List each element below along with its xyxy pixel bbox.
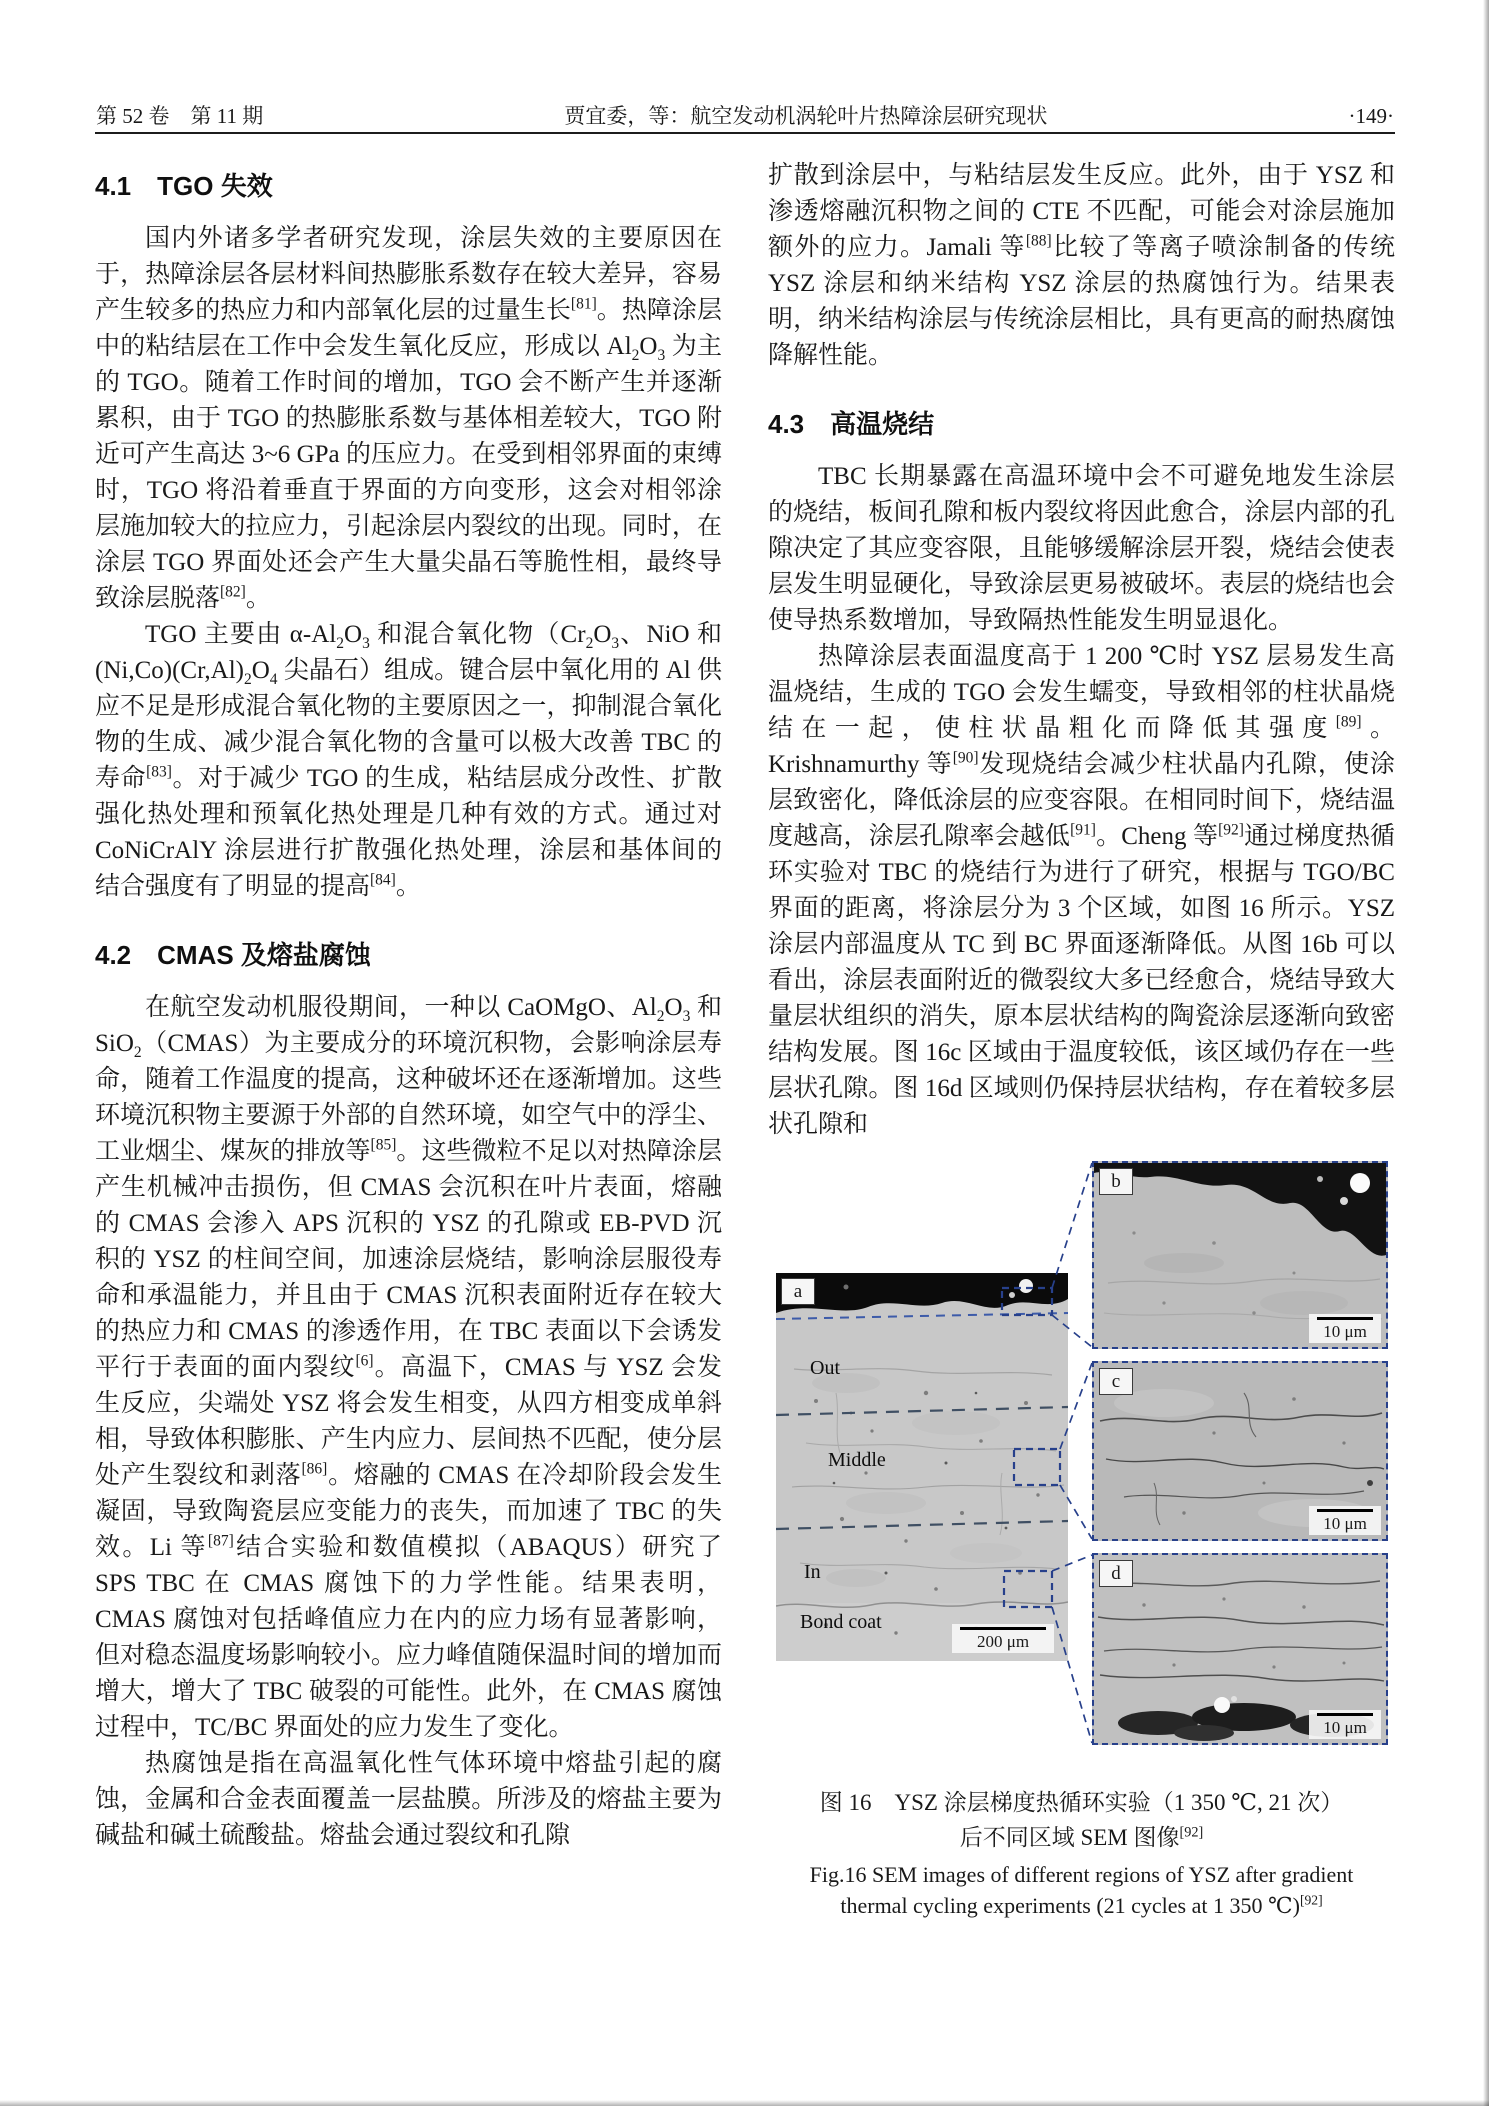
header-volume-issue: 第 52 卷 第 11 期 bbox=[96, 104, 264, 128]
scale-bar-c bbox=[1309, 1506, 1381, 1535]
region-label-in: In bbox=[804, 1561, 821, 1583]
paragraph-4-3-2: 热障涂层表面温度高于 1 200 ℃时 YSZ 层易发生高温烧结，生成的 TGO 会发生蠕变，导致相邻的柱状晶烧结在一起，使柱状晶粗化而降低其强度[89]。Krishnamurthy 等[90]发现烧结会减少柱状晶内孔隙，使涂层致密化，降低涂层的应变容限。在相同时间下，烧结温度越高，涂层孔隙率会越低[91]。Cheng 等[92]通过梯度热循环实验对 TBC 的烧结行为进行了研究，根据与 TGO/BC 界面的距离，将涂层分为 3 个区域，如图 16 所示。YSZ 涂层内部温度从 TC 到 BC 界面逐渐降低。从图 16b 可以看出，涂层表面附近的微裂纹大多已经愈合，烧结导致大量层状组织的消失，原本层状结构的陶瓷涂层逐渐向致密结构发展。图 16c 区域由于温度较低，该区域仍存在一些层状孔隙。图 16d 区域则仍保持层状结构，存在着较多层状孔隙和 bbox=[768, 643, 1395, 1138]
scale-bar-text: 10 μm bbox=[1323, 1322, 1367, 1341]
scale-bar-text: 10 μm bbox=[1323, 1514, 1367, 1533]
scale-bar-line bbox=[1317, 1509, 1373, 1512]
section-heading-4-3: 4.3 高温烧结 bbox=[768, 409, 935, 439]
sem-panel-d bbox=[1092, 1553, 1388, 1745]
section-heading-4-2: 4.2 CMAS 及熔盐腐蚀 bbox=[95, 940, 371, 970]
scale-bar-line bbox=[1317, 1713, 1373, 1716]
scale-bar-line bbox=[960, 1627, 1046, 1630]
header-page-number: ·149· bbox=[1348, 104, 1394, 128]
paragraph-4-2-1: 在航空发动机服役期间，一种以 CaOMgO、$Al_2O_3$ 和 SiO$_2$（CMAS）为主要成分的环境沉积物，会影响涂层寿命，随着工作温度的提高，这种破坏还在逐渐增加。这些环境沉积物主要源于外部的自然环境，如空气中的浮尘、工业烟尘、煤灰的排放等[85]。这些微粒不足以对热障涂层产生机械冲击损伤，但 CMAS 会沉积在叶片表面，熔融的 CMAS 会渗入 APS 沉积的 YSZ 的孔隙或 EB-PVD 沉积的 YSZ 的柱间空间，加速涂层烧结，影响涂层服役寿命和承温能力，并且由于 CMAS 沉积表面附近存在较大的热应力和 CMAS 的渗透作用，在 TBC 表面以下会诱发平行于表面的面内裂纹[6]。高温下，CMAS 与 YSZ 会发生反应，尖端处 YSZ 将会发生相变，从四方相变成单斜相，导致体积膨胀、产生内应力、层间热不匹配，使分层处产生裂纹和剥落[86]。熔融的 CMAS 在冷却阶段会发生凝固，导致陶瓷层应变能力的丧失，而加速了 TBC 的失效。Li 等[87]结合实验和数值模拟（ABAQUS）研究了 SPS TBC 在 CMAS 腐蚀下的力学性能。结果表明，CMAS 腐蚀对包括峰值应力在内的应力场有显著影响，但对稳态温度场影响较小。应力峰值随保温时间的增加而增大，增大了 TBC 破裂的可能性。此外，在 CMAS 腐蚀过程中，TC/BC 界面处的应力发生了变化。 bbox=[95, 994, 722, 1741]
region-label-bond-coat: Bond coat bbox=[800, 1611, 882, 1633]
header-rule bbox=[95, 132, 1395, 134]
scale-bar-line bbox=[1317, 1317, 1373, 1320]
paragraph-4-1-2: TGO 主要由 $\alpha-Al_2O_3$ 和混合氧化物（$Cr_2O_3$、NiO 和$(Ni,Co)(Cr,Al)_2O_4$ 尖晶石）组成。键合层中氧化用的 Al 供应不足是形成混合氧化物的主要原因之一，抑制混合氧化物的生成、减少混合氧化物的含量可以极大改善 TBC 的寿命[83]。对于减少 TGO 的生成，粘结层成分改性、扩散强化热处理和预氧化热处理是几种有效的方式。通过对 CoNiCrAlY 涂层进行扩散强化热处理，涂层和基体间的结合强度有了明显的提高[84]。 bbox=[95, 621, 722, 900]
figure-16-caption-cn: 图 16 YSZ 涂层梯度热循环实验（1 350 ℃, 21 次） 后不同区域 SEM 图像[92] bbox=[819, 1790, 1344, 1850]
paragraph-4-3-1: TBC 长期暴露在高温环境中会不可避免地发生涂层的烧结，板间孔隙和板内裂纹将因此愈合，涂层内部的孔隙决定了其应变容限，且能够缓解涂层开裂，烧结会使表层发生明显硬化，导致涂层更易被破坏。表层的烧结也会使导热系数增加，导致隔热性能发生明显退化。 bbox=[768, 463, 1395, 634]
sem-panel-c bbox=[1092, 1361, 1388, 1541]
panel-label-a: a bbox=[781, 1278, 815, 1305]
section-heading-4-1: 4.1 TGO 失效 bbox=[95, 171, 273, 201]
two-column-body bbox=[95, 158, 1395, 1921]
sem-panel-b bbox=[1092, 1161, 1388, 1349]
header-running-title: 贾宜委，等：航空发动机涡轮叶片热障涂层研究现状 bbox=[564, 104, 1048, 128]
figure-16-caption-en: Fig.16 SEM images of different regions of YSZ after gradient thermal cycling experiments (21 cycles at 1 350 ℃)[92] bbox=[809, 1862, 1354, 1918]
panel-label-c: c bbox=[1099, 1368, 1133, 1395]
scale-bar-d bbox=[1309, 1710, 1381, 1739]
right-column bbox=[768, 158, 1395, 1921]
paragraph-4-2-2: 热腐蚀是指在高温氧化性气体环境中熔盐引起的腐蚀，金属和合金表面覆盖一层盐膜。所涉及的熔盐主要为碱盐和碱土硫酸盐。熔盐会通过裂纹和孔隙 bbox=[95, 1750, 722, 1849]
panel-label-d: d bbox=[1099, 1560, 1133, 1587]
scan-shadow-bottom bbox=[0, 2100, 1489, 2106]
scale-bar-text: 200 μm bbox=[976, 1632, 1030, 1651]
left-column bbox=[95, 158, 722, 1921]
region-label-middle: Middle bbox=[828, 1449, 886, 1471]
paragraph-4-1-1: 国内外诸多学者研究发现，涂层失效的主要原因在于，热障涂层各层材料间热膨胀系数存在较大差异，容易产生较多的热应力和内部氧化层的过量生长[81]。热障涂层中的粘结层在工作中会发生氧化反应，形成以 $Al_2O_3$ 为主的 TGO。随着工作时间的增加，TGO 会不断产生并逐渐累积，由于 TGO 的热膨胀系数与基体相差较大，TGO 附近可产生高达 3~6 GPa 的压应力。在受到相邻界面的束缚时，TGO 将沿着垂直于界面的方向变形，这会对相邻涂层施加较大的拉应力，引起涂层内裂纹的出现。同时，在涂层 TGO 界面处还会产生大量尖晶石等脆性相，最终导致涂层脱落[82]。 bbox=[95, 225, 722, 612]
scale-bar-a bbox=[952, 1624, 1054, 1653]
scan-shadow-right bbox=[1483, 0, 1489, 2106]
sem-panel-a bbox=[776, 1273, 1068, 1661]
scale-bar-text: 10 μm bbox=[1323, 1718, 1367, 1737]
sem-texture-a bbox=[776, 1273, 1068, 1661]
figure-16 bbox=[768, 1161, 1393, 1755]
panel-label-b: b bbox=[1099, 1168, 1133, 1195]
scale-bar-b bbox=[1309, 1314, 1381, 1343]
page-header bbox=[96, 100, 1394, 130]
region-label-out: Out bbox=[810, 1357, 840, 1379]
paragraph-4-2-continuation: 扩散到涂层中，与粘结层发生反应。此外，由于 YSZ 和渗透熔融沉积物之间的 CTE 不匹配，可能会对涂层施加额外的应力。Jamali 等[88]比较了等离子喷涂制备的传统 YSZ 涂层和纳米结构 YSZ 涂层的热腐蚀行为。结果表明，纳米结构涂层与传统涂层相比，具有更高的耐热腐蚀降解性能。 bbox=[768, 162, 1395, 369]
